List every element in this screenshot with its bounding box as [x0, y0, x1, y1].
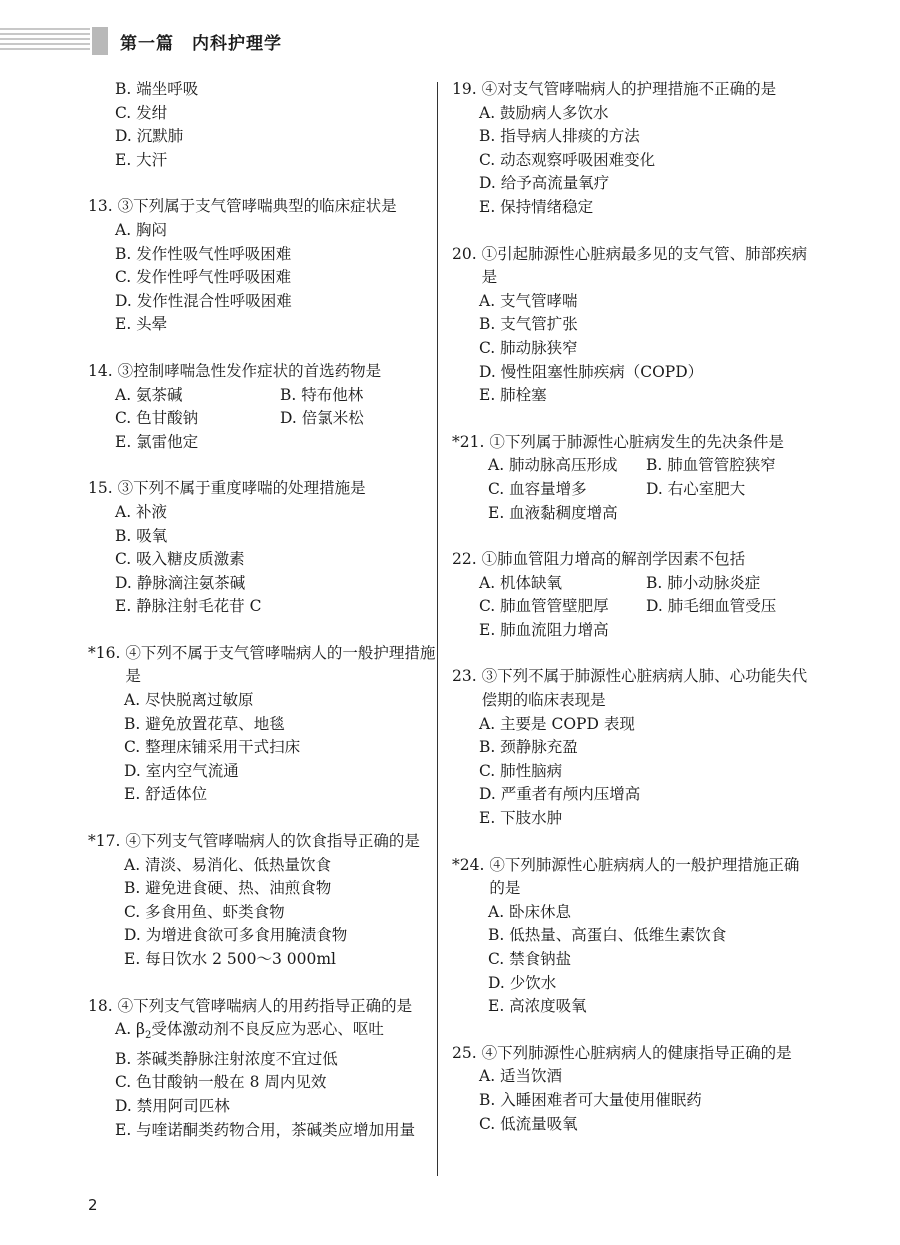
option: D. 少饮水 [488, 973, 557, 992]
question-stem: ①肺血管阻力增高的解剖学因素不包括 [481, 550, 746, 569]
option: E. 肺栓塞 [479, 386, 547, 405]
options [88, 689, 448, 807]
option: D. 严重者有颅内压增高 [479, 785, 641, 804]
question-stem: ③下列不属于肺源性心脏病病人肺、心功能失代偿期的临床表现是 [481, 667, 808, 710]
question-number: 23. [452, 667, 482, 686]
question-16 [88, 642, 448, 807]
option: C. 发绀 [115, 103, 168, 122]
option: C. 动态观察呼吸困难变化 [479, 150, 656, 169]
question-number: 18. [88, 996, 118, 1015]
option: B. 低热量、高蛋白、低维生素饮食 [488, 926, 727, 945]
option: A. 卧床休息 [488, 902, 572, 921]
question-12-continued [88, 78, 448, 172]
option: C. 吸入糖皮质激素 [115, 550, 245, 569]
chapter-title: 第一篇 内科护理学 [120, 34, 282, 54]
option: B. 茶碱类静脉注射浓度不宜过低 [115, 1049, 338, 1068]
option: A. 支气管哮喘 [479, 291, 578, 310]
option: E. 氯雷他定 [115, 432, 199, 451]
option-prefix: A. β [115, 1020, 146, 1039]
question-stem: ④下列肺源性心脏病病人的一般护理措施正确的是 [489, 855, 800, 898]
question-stem: ④下列不属于支气管哮喘病人的一般护理措施是 [125, 643, 436, 686]
option: E. 高浓度吸氧 [488, 997, 587, 1016]
options [88, 501, 448, 619]
option: D. 右心室肥大 [646, 479, 746, 498]
question-number: 22. [452, 550, 482, 569]
option: D. 慢性阻塞性肺疾病（COPD） [479, 362, 704, 381]
options [88, 78, 448, 172]
option: D. 发作性混合性呼吸困难 [115, 291, 292, 310]
option: E. 保持情绪稳定 [479, 197, 594, 216]
page-header [0, 0, 900, 70]
option: B. 肺血管管腔狭窄 [646, 456, 776, 475]
option: E. 静脉注射毛花苷 C [115, 597, 262, 616]
option: C. 整理床铺采用干式扫床 [124, 738, 301, 757]
option: C. 多食用鱼、虾类食物 [124, 902, 285, 921]
question-17 [88, 830, 448, 972]
question-15 [88, 477, 448, 619]
question-stem: ④下列支气管哮喘病人的饮食指导正确的是 [125, 832, 420, 851]
question-stem: ④下列支气管哮喘病人的用药指导正确的是 [117, 996, 413, 1015]
option: D. 肺毛细血管受压 [646, 597, 777, 616]
question-number: *16. [88, 643, 126, 662]
question-stem: ④下列肺源性心脏病病人的健康指导正确的是 [481, 1043, 792, 1062]
question-number: 13. [88, 197, 118, 216]
option: B. 特布他林 [280, 385, 364, 404]
option: A. 补液 [115, 502, 168, 521]
option: E. 与喹诺酮类药物合用，茶碱类应增加用量 [115, 1120, 416, 1139]
subscript: 2 [145, 1030, 152, 1042]
header-decoration [0, 28, 90, 56]
option: B. 发作性吸气性呼吸困难 [115, 244, 292, 263]
options [452, 290, 812, 408]
option: A. 适当饮酒 [479, 1067, 563, 1086]
question-18 [88, 995, 448, 1143]
option: C. 色甘酸钠 [115, 409, 199, 428]
option: B. 端坐呼吸 [115, 80, 199, 98]
option: B. 指导病人排痰的方法 [479, 127, 640, 146]
option: E. 下肢水肿 [479, 809, 563, 828]
option: A. 胸闷 [115, 220, 168, 239]
option: A. 尽快脱离过敏原 [124, 691, 254, 710]
question-number: 15. [88, 479, 118, 498]
options [452, 102, 812, 220]
option: E. 头晕 [115, 315, 168, 334]
question-number: 20. [452, 244, 482, 263]
question-stem: ④对支气管哮喘病人的护理措施不正确的是 [481, 80, 777, 98]
options [88, 384, 448, 455]
option: A. 清淡、易消化、低热量饮食 [124, 855, 332, 874]
option: C. 色甘酸钠一般在 8 周内见效 [115, 1073, 327, 1092]
options [88, 1018, 448, 1142]
options [452, 901, 812, 1019]
question-number: 19. [452, 80, 482, 98]
question-stem: ③下列不属于重度哮喘的处理措施是 [117, 479, 366, 498]
question-stem: ③下列属于支气管哮喘典型的临床症状是 [117, 197, 397, 216]
left-column [88, 78, 448, 1165]
option: E. 大汗 [115, 150, 168, 169]
question-number: 14. [88, 361, 118, 380]
question-number: 25. [452, 1043, 482, 1062]
question-stem: ①下列属于肺源性心脏病发生的先决条件是 [489, 432, 784, 451]
option: D. 室内空气流通 [124, 761, 239, 780]
option: B. 支气管扩张 [479, 315, 578, 334]
option: A. 主要是 COPD 表现 [479, 714, 635, 733]
options [452, 1065, 812, 1136]
option: B. 颈静脉充盈 [479, 738, 578, 757]
option: E. 每日饮水 2 500～3 000ml [124, 950, 336, 968]
option: D. 倍氯米松 [280, 409, 364, 428]
option: A. 肺动脉高压形成 [488, 456, 618, 475]
option: D. 静脉滴注氨茶碱 [115, 573, 246, 592]
option: D. 为增进食欲可多食用腌渍食物 [124, 926, 348, 945]
question-25 [452, 1042, 812, 1136]
right-column [452, 78, 812, 1159]
options [88, 854, 448, 972]
option: D. 给予高流量氧疗 [479, 174, 610, 193]
option: B. 肺小动脉炎症 [646, 573, 761, 592]
question-number: *21. [452, 432, 490, 451]
option: B. 避免放置花草、地毯 [124, 714, 285, 733]
option: C. 低流量吸氧 [479, 1114, 578, 1133]
option: B. 入睡困难者可大量使用催眠药 [479, 1090, 702, 1109]
question-number: *24. [452, 855, 490, 874]
option: C. 血容量增多 [488, 479, 587, 498]
question-22 [452, 548, 812, 642]
question-13 [88, 195, 448, 337]
options [452, 572, 812, 643]
option: C. 发作性呼气性呼吸困难 [115, 268, 292, 287]
option: C. 肺动脉狭窄 [479, 338, 578, 357]
question-21 [452, 431, 812, 525]
option: E. 肺血流阻力增高 [479, 620, 609, 639]
option-suffix: 受体激动剂不良反应为恶心、呕吐 [151, 1020, 384, 1039]
question-14 [88, 360, 448, 454]
question-19 [452, 78, 812, 220]
option: E. 血液黏稠度增高 [488, 503, 618, 522]
option: B. 吸氧 [115, 526, 168, 545]
option: C. 肺性脑病 [479, 761, 563, 780]
question-23 [452, 665, 812, 830]
option: D. 禁用阿司匹林 [115, 1097, 230, 1116]
option: A. 氨茶碱 [115, 385, 183, 404]
option: C. 禁食钠盐 [488, 950, 572, 968]
options [88, 219, 448, 337]
header-block [92, 27, 108, 55]
question-number: *17. [88, 832, 126, 851]
option [115, 1018, 448, 1048]
option: A. 鼓励病人多饮水 [479, 103, 609, 122]
option: D. 沉默肺 [115, 127, 184, 146]
question-20 [452, 243, 812, 408]
options [452, 454, 812, 525]
option: A. 机体缺氧 [479, 573, 563, 592]
question-24 [452, 854, 812, 1019]
option: B. 避免进食硬、热、油煎食物 [124, 879, 332, 898]
option: E. 舒适体位 [124, 785, 208, 804]
question-stem: ①引起肺源性心脏病最多见的支气管、肺部疾病是 [481, 244, 808, 287]
page-number: 2 [88, 1196, 98, 1214]
options [452, 713, 812, 831]
option: C. 肺血管管壁肥厚 [479, 597, 609, 616]
question-stem: ③控制哮喘急性发作症状的首选药物是 [117, 361, 382, 380]
